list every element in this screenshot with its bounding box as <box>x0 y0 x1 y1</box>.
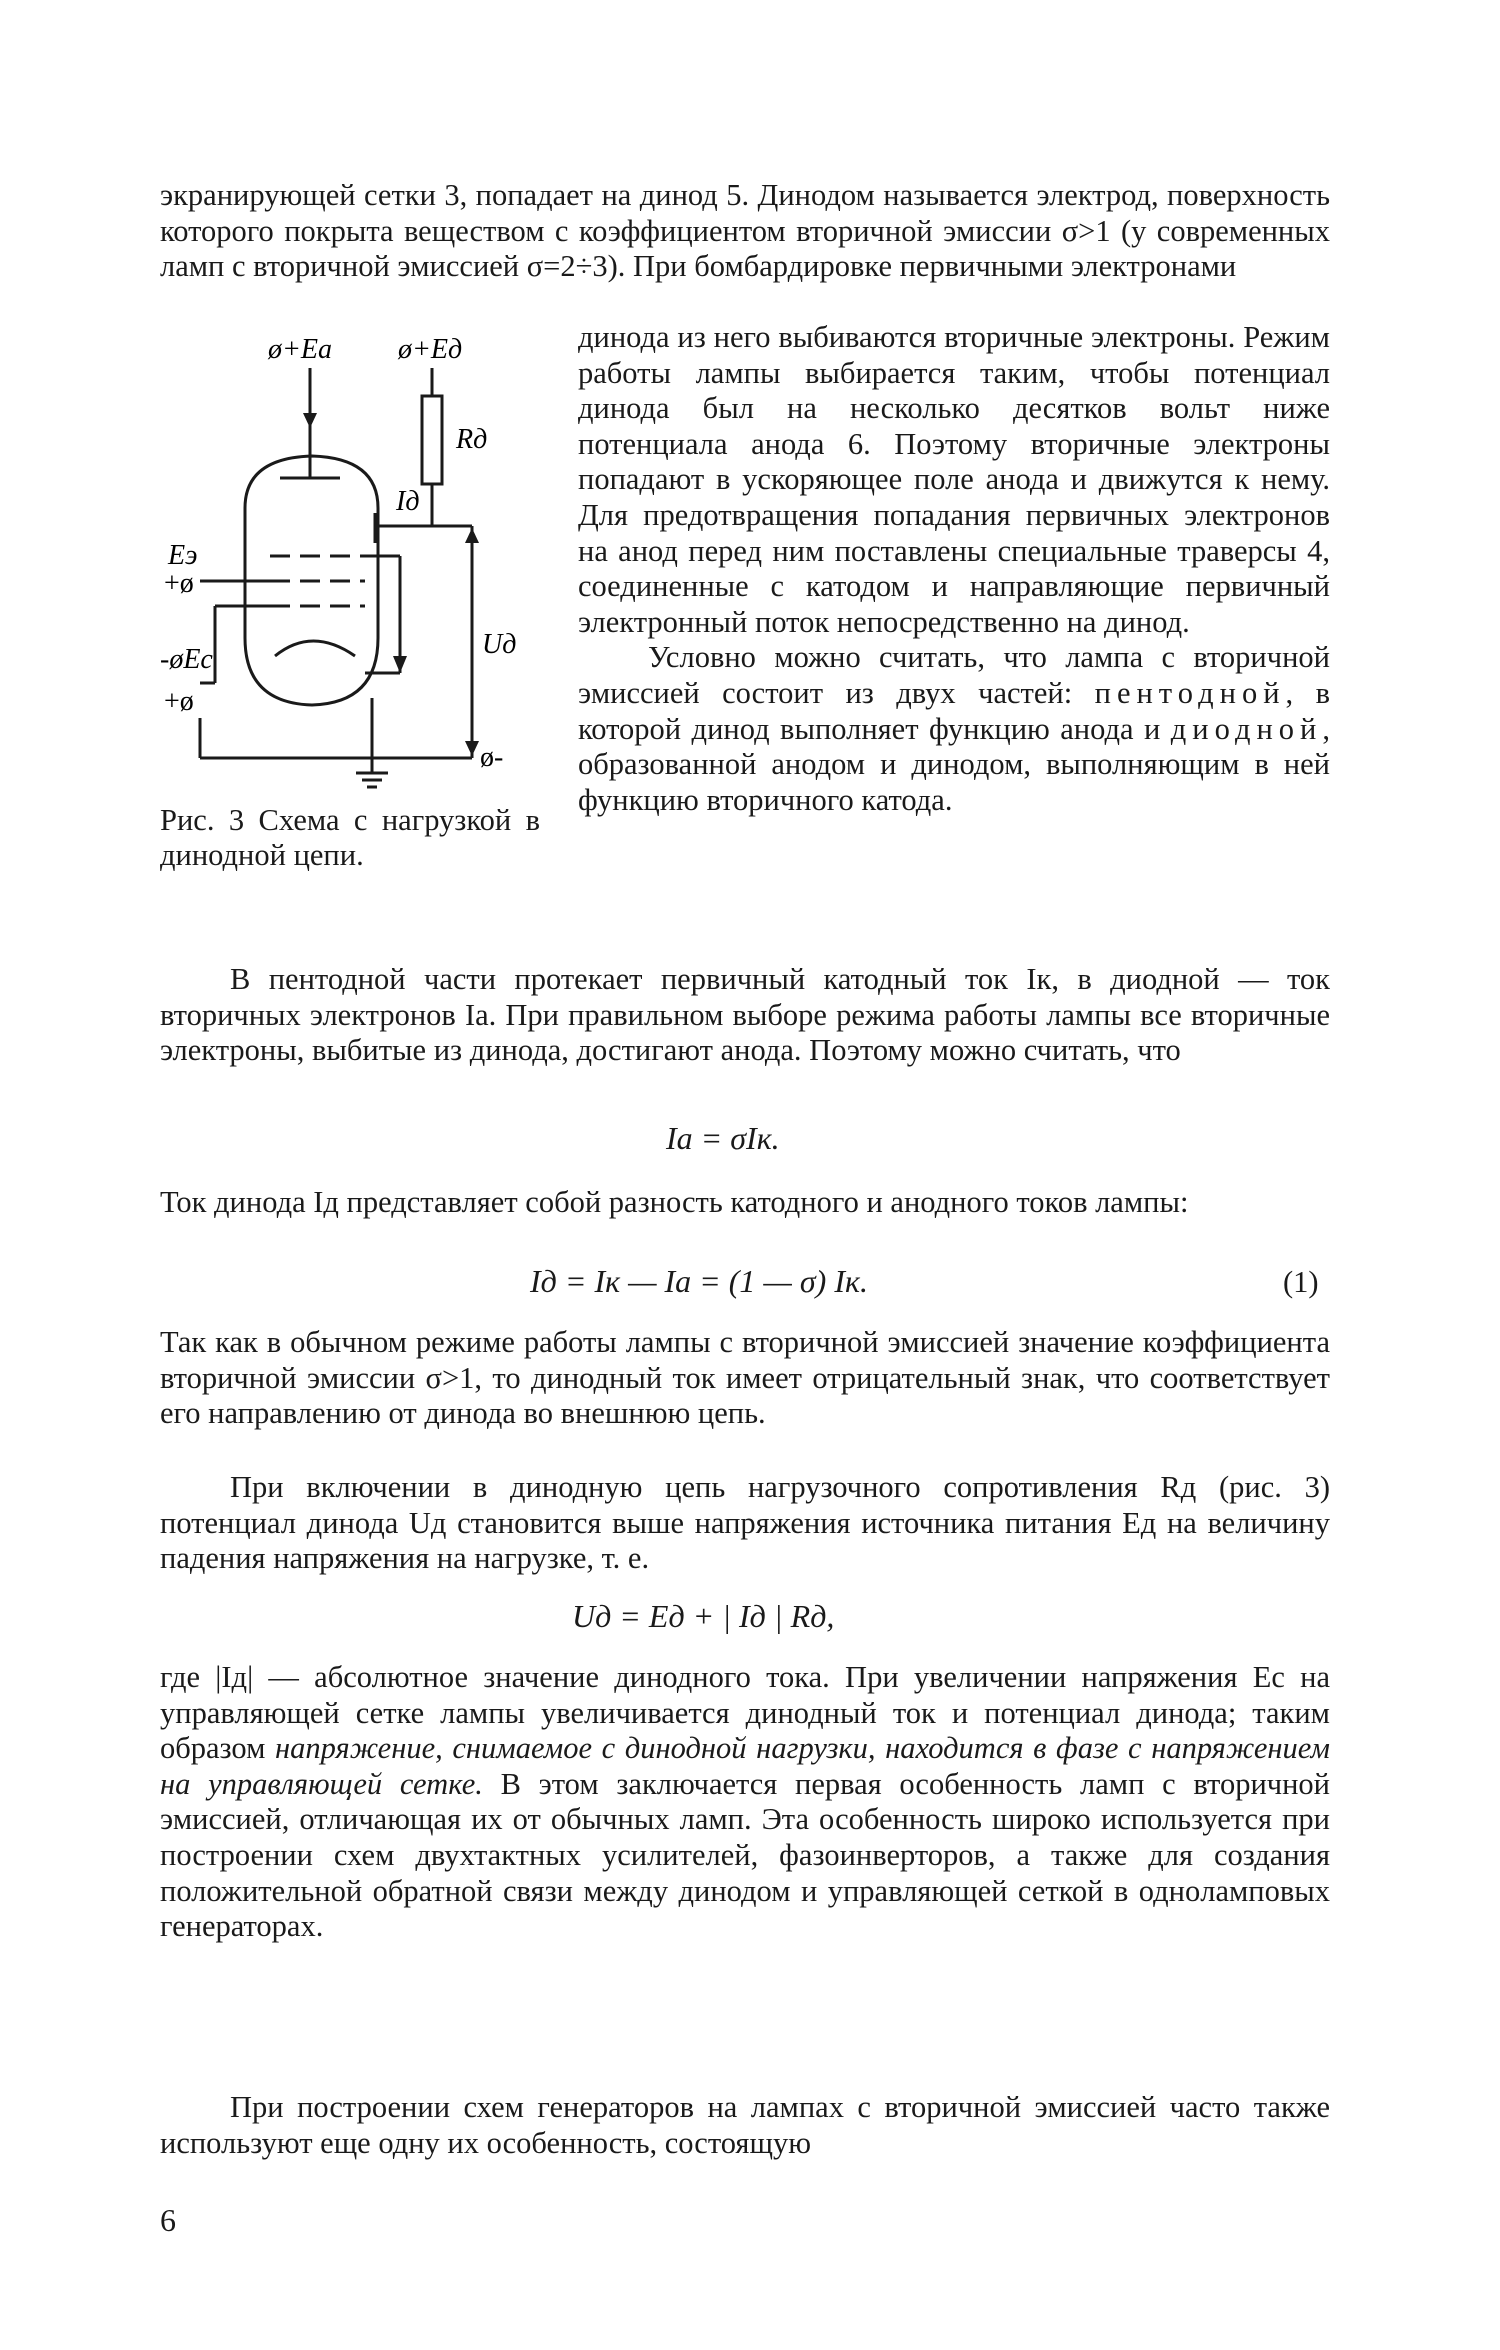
two-parts-diode: диодной <box>1170 711 1323 746</box>
label-plus-c: +ø <box>164 686 194 717</box>
equation-number: (1) <box>1283 1265 1319 1299</box>
label-plus-left: +ø <box>164 568 194 599</box>
formula-id: Iд = Iк — Iа = (1 — σ) Iк. <box>530 1263 868 1299</box>
text-block-dynode-current <box>160 1185 1330 1221</box>
label-ee: Eэ <box>168 540 198 571</box>
label-id: Iд <box>396 486 420 517</box>
paragraph-intro: экранирующей сетки 3, попадает на динод 5. Динодом называется электрод, поверхность которого покрыта веществом с коэффициентом вторичной эмиссии σ>1 (у современных ламп с вторичной эмиссией σ=2÷3). При бомбардировке первичными электронами <box>160 178 1330 284</box>
paragraph-dynode-current: Ток динода Iд представляет собой разность катодного и анодного токов лампы: <box>160 1185 1189 1219</box>
text-block-abs <box>160 1660 1330 1945</box>
text-block-pentode <box>160 962 1330 1069</box>
abs-text-a: где |Iд| — абсолютное значение динодного тока. При увеличении напряжения Eс на управляющей сетке лампы увеличивается динодный ток и потенциал динода; таким образом <box>160 1660 1330 1766</box>
abs-text-italic: напряжение, снимаемое с динодной нагрузки, находится в фазе с напряжением на управляющей сетке. <box>160 1731 1330 1801</box>
text-block-wrap <box>578 320 1330 818</box>
paragraph-sign: Так как в обычном режиме работы лампы с вторичной эмиссией значение коэффициента вторичной эмиссии σ>1, то динодный ток имеет отрицательный знак, что соответствует его направлению от динода во внешнюю цепь. <box>160 1325 1330 1431</box>
text-block-load <box>160 1470 1330 1577</box>
two-parts-pentode: пентодной <box>1094 675 1286 710</box>
label-rd: Rд <box>456 424 488 455</box>
text-block-sign <box>160 1325 1330 1432</box>
label-ed: ø+Eд <box>398 338 463 365</box>
paragraph-load: При включении в динодную цепь нагрузочного сопротивления Rд (рис. 3) потенциал динода Uд становится выше напряжения источника питания Eд на величину падения напряжения на нагрузке, т. е. <box>160 1470 1330 1576</box>
two-parts-text-c: , образованной анодом и динодом, выполняющим в ней функцию вторичного катода. <box>578 711 1330 817</box>
abs-text-b: В этом заключается первая особенность ламп с вторичной эмиссией, отличающая их от обычных ламп. Эта особенность широко используется при построении схем двухтактных усилителей, фазоинверторов, а также для создания положительной обратной связи между динодом и управляющей сеткой в однoламповых генераторах. <box>160 1766 1330 1944</box>
circuit-diagram <box>160 338 552 798</box>
text-block-last <box>160 2090 1330 2161</box>
formula-ia: Iа = σIк. <box>666 1120 780 1156</box>
label-minus-ec: -øEс <box>160 644 213 675</box>
two-parts-text-b: , в которой динод выполняет функцию анода и <box>578 675 1330 746</box>
two-parts-text-a: Условно можно считать, что лампа с вторичной эмиссией состоит из двух частей: <box>578 640 1330 710</box>
paragraph-two-parts <box>578 640 1330 818</box>
label-out-minus: ø- <box>480 742 504 773</box>
paragraph-pentode: В пентодной части протекает первичный катодный ток Iк, в диодной — ток вторичных электронов Iа. При правильном выборе режима работы лампы все вторичные электроны, выбитые из динода, достигают анода. Поэтому можно считать, что <box>160 962 1330 1068</box>
label-ea: ø+Eа <box>268 338 332 365</box>
figure-3-schematic <box>160 338 552 798</box>
paragraph-abs <box>160 1660 1330 1945</box>
figure-caption: Рис. 3 Схема с нагрузкой в динодной цепи. <box>160 803 540 872</box>
formula-ud: Uд = Eд + | Iд | Rд, <box>572 1598 835 1634</box>
page-number: 6 <box>160 2202 176 2238</box>
paragraph-dynode-electrons: динода из него выбиваются вторичные электроны. Режим работы лампы выбирается таким, чтобы потенциал динода был на несколько десятков вольт ниже потенциала анода 6. Поэтому вторичные электроны попадают в ускоряющее поле анода и движутся к нему. Для предотвращения попадания первичных электронов на анод перед ним поставлены специальные траверсы 4, соединенные с катодом и направляющие первичный электронный поток непосредственно на динод. <box>578 320 1330 639</box>
text-block-top <box>160 178 1330 285</box>
paragraph-last: При построении схем генераторов на лампах с вторичной эмиссией часто также используют еще одну их особенность, состоящую <box>160 2090 1330 2160</box>
label-ud: Uд <box>482 629 517 660</box>
